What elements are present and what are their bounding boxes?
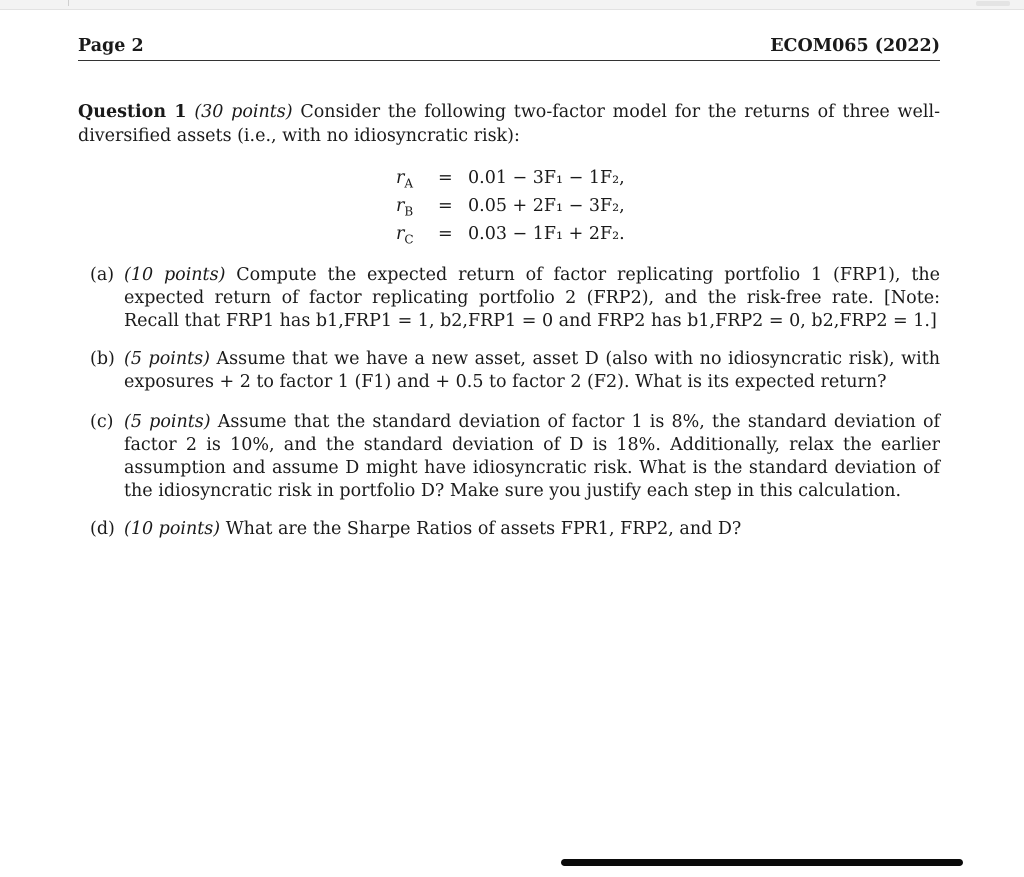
part-d [90, 518, 940, 541]
part-label: (a) [90, 265, 115, 285]
page-header [78, 34, 940, 61]
course-code: ECOM065 (2022) [770, 36, 940, 56]
page-number: Page 2 [78, 36, 144, 56]
part-a [90, 264, 940, 333]
equation-rhs: 0.03 − 1F₁ + 2F₂. [468, 224, 625, 244]
equals-sign: = [438, 196, 453, 216]
equation-lhs: $r_B$ [396, 196, 414, 219]
part-label: (c) [90, 412, 114, 432]
equation-rhs: 0.01 − 3F₁ − 1F₂, [468, 168, 625, 188]
part-text: Assume that the standard deviation of factor 1 is 8%, the standard deviation of factor 2 is 10%, and the standard deviation of D is 18%. Additionally, relax the earlier assumption and assume D might have idiosyncratic risk. What is the standard deviation of the idiosyncratic risk in portfolio D? Make sure you justify each step in this calculation. [124, 412, 940, 501]
part-points: (10 points) [124, 519, 221, 539]
strip-handle [976, 1, 1010, 6]
part-points: (5 points) [124, 349, 210, 369]
part-text: What are the Sharpe Ratios of assets FPR1, FRP2, and D? [225, 519, 742, 539]
question-intro [78, 100, 940, 148]
part-text: Compute the expected return of factor replicating portfolio 1 (FRP1), the expected return of factor replicating portfolio 2 (FRP2), and the risk-free rate. [Note: Recall that FRP1 has b1,FRP1 = 1, b2,FRP1 = 0 and FRP2 has b1,FRP2 = 0, b2,FRP2 = 1.] [124, 265, 940, 331]
part-points: (5 points) [124, 412, 211, 432]
strip-tick [68, 0, 69, 6]
part-c [90, 411, 940, 503]
part-body [124, 518, 940, 541]
equals-sign: = [438, 224, 453, 244]
equation-lhs: $r_A$ [396, 168, 414, 191]
question-title: Question 1 [78, 102, 187, 122]
top-scroll-strip [0, 0, 1024, 10]
part-body [124, 348, 940, 394]
equation-lhs: $r_C$ [396, 224, 414, 247]
home-indicator-bar[interactable] [561, 859, 963, 866]
equals-sign: = [438, 168, 453, 188]
question-text: Consider the following two-factor model for the returns of three well-diversified assets (i.e., with no idiosyncratic risk): [78, 102, 940, 146]
equation-rhs: 0.05 + 2F₁ − 3F₂, [468, 196, 625, 216]
part-body [124, 411, 940, 503]
part-body [124, 264, 940, 333]
part-b [90, 348, 940, 394]
part-label: (d) [90, 519, 115, 539]
question-points: (30 points) [194, 102, 293, 122]
part-points: (10 points) [124, 265, 226, 285]
part-label: (b) [90, 349, 115, 369]
part-text: Assume that we have a new asset, asset D (also with no idiosyncratic risk), with exposures + 2 to factor 1 (F1) and + 0.5 to factor 2 (F2). What is its expected return? [124, 349, 940, 392]
